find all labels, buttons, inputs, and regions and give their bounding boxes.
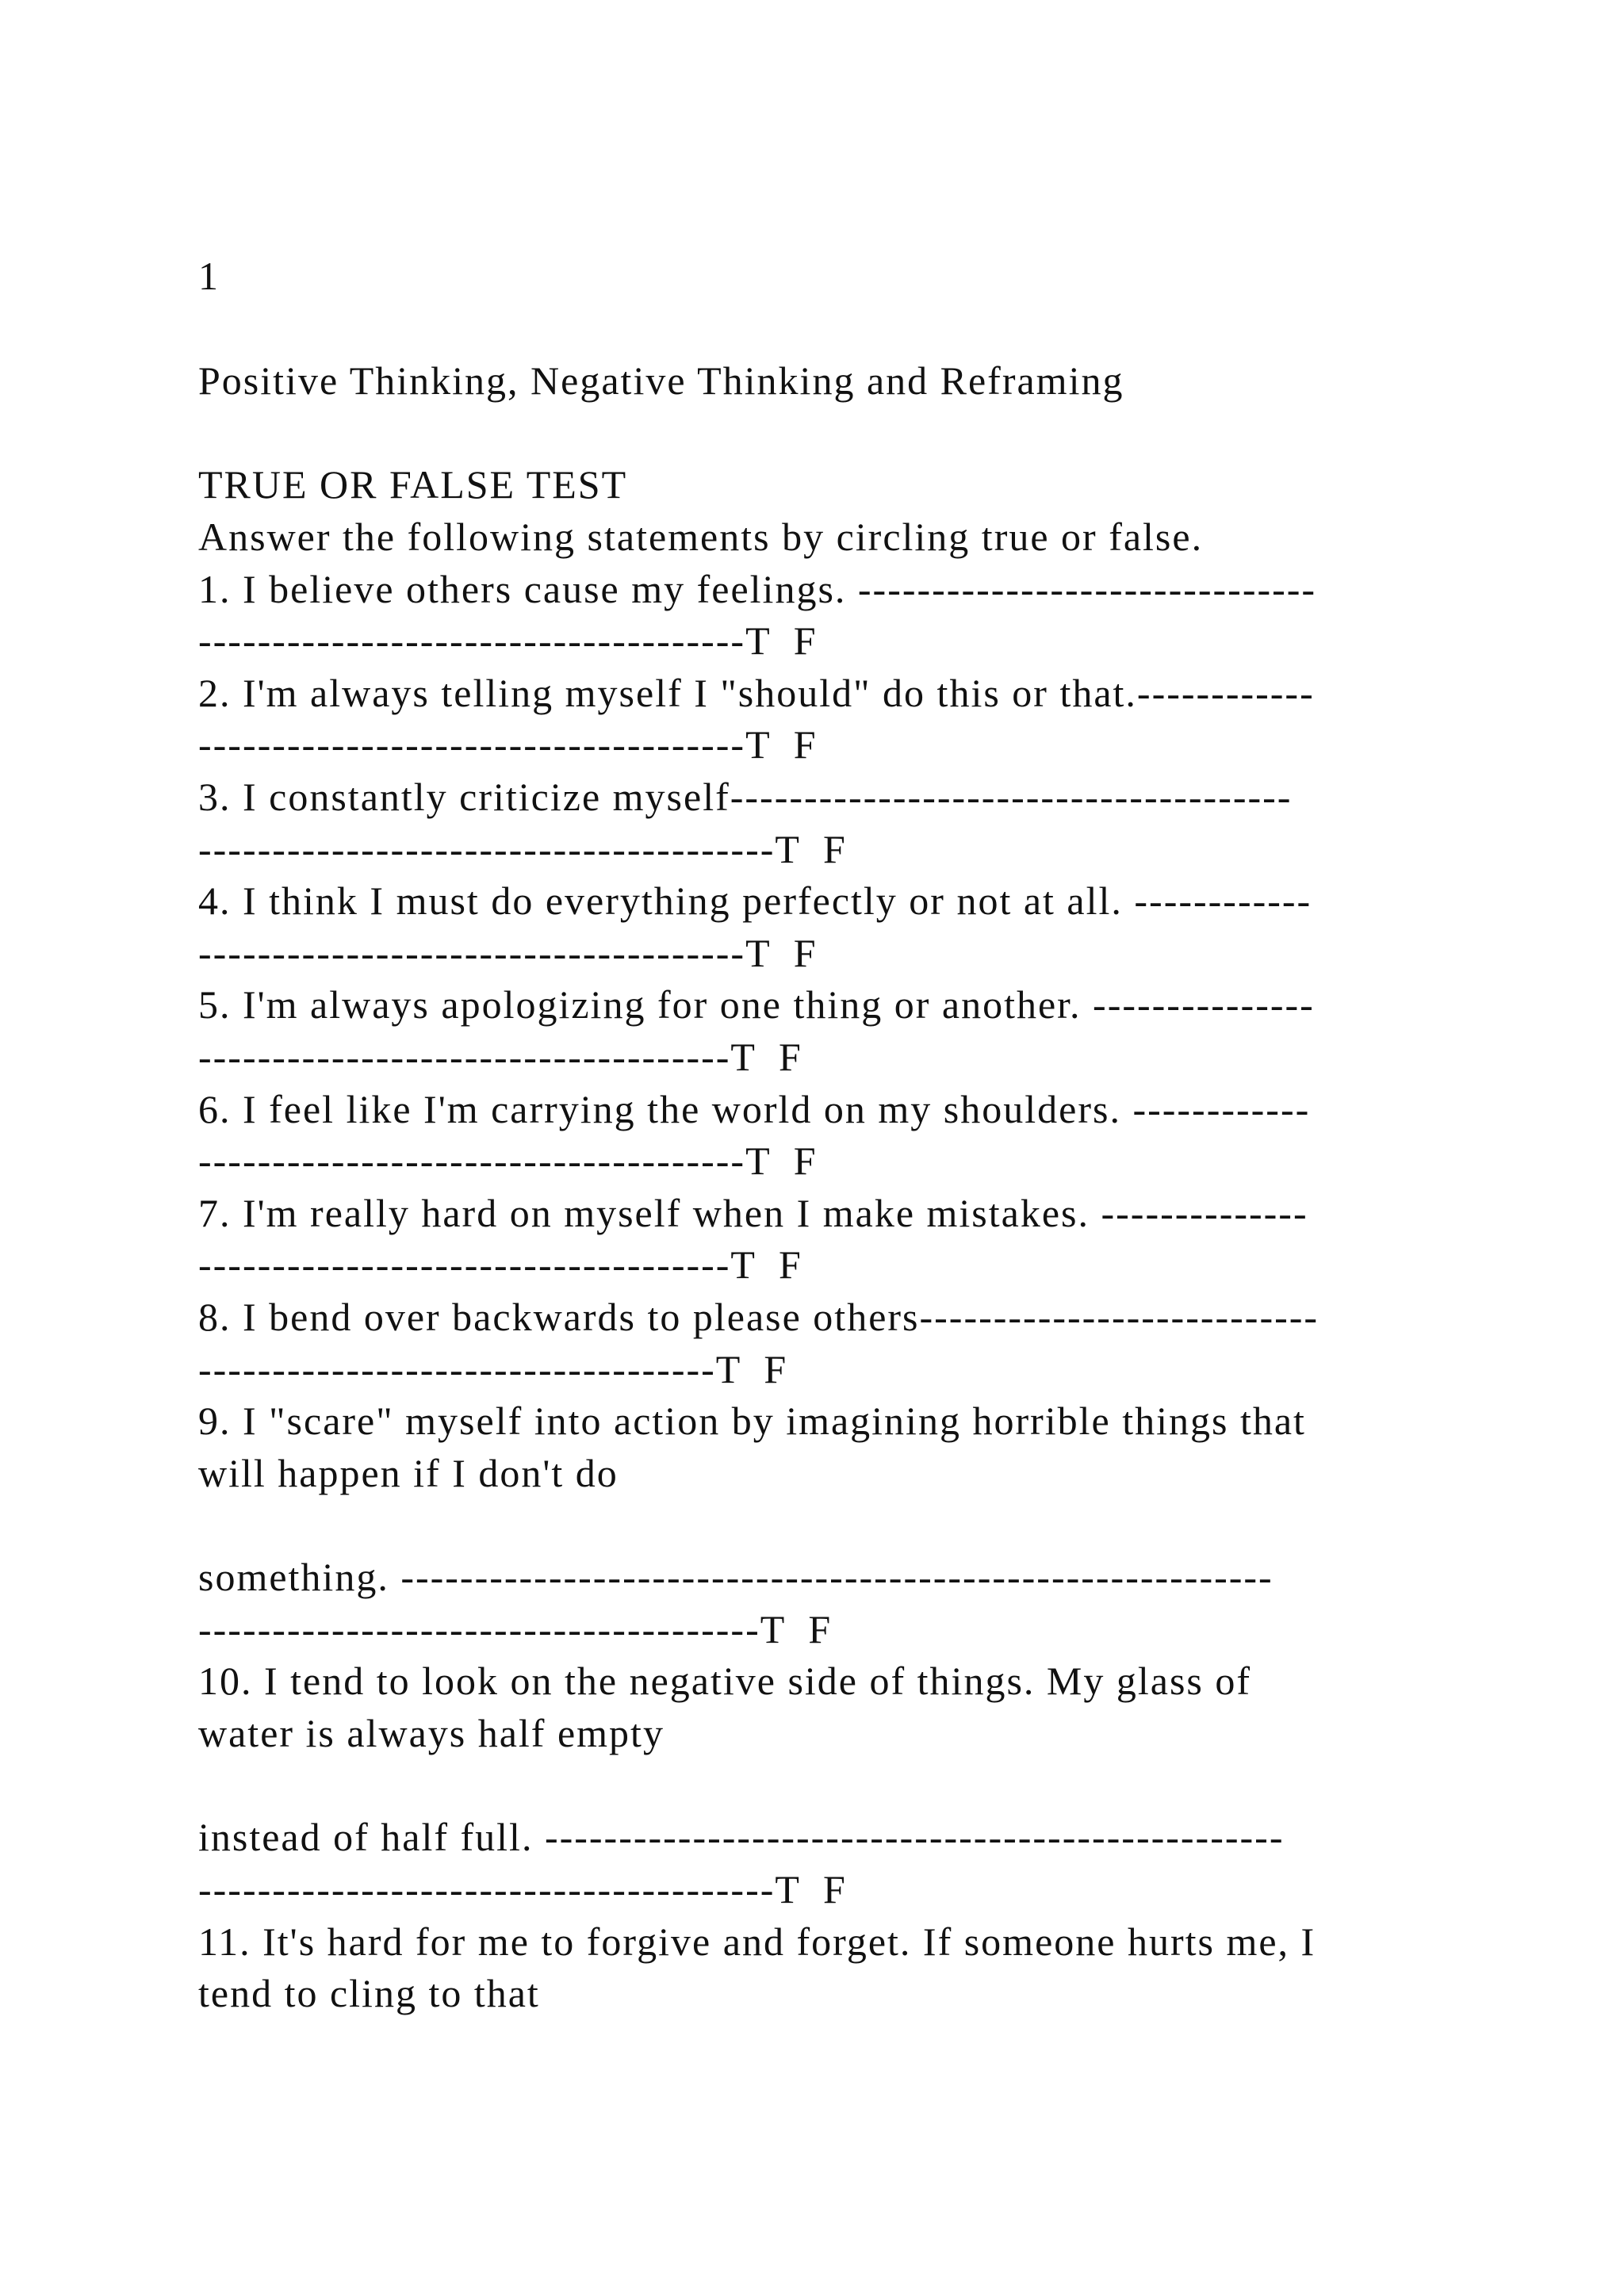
statement-3: 3. I constantly criticize myself--------------------------------------	[198, 775, 1293, 819]
statement-4: 4. I think I must do everything perfectly or not at all. ------------	[198, 878, 1312, 923]
statement-11: 11. It's hard for me to forgive and forget. If someone hurts me, I	[198, 1919, 1316, 1964]
statement-6-answer: -------------------------------------T F	[198, 1138, 818, 1183]
statement-2: 2. I'm always telling myself I "should" do this or that.------------	[198, 671, 1315, 715]
page-number: 1	[198, 254, 220, 298]
statement-1: 1. I believe others cause my feelings. -------------------------------	[198, 567, 1317, 611]
statement-3-answer: ---------------------------------------T F	[198, 827, 847, 871]
statement-7: 7. I'm really hard on myself when I make mistakes. --------------	[198, 1191, 1308, 1235]
statement-8: 8. I bend over backwards to please others---------------------------	[198, 1295, 1320, 1339]
statement-9: 9. I "scare" myself into action by imagining horrible things that	[198, 1399, 1306, 1443]
statement-5: 5. I'm always apologizing for one thing or another. ---------------	[198, 982, 1315, 1027]
statement-11-cont: tend to cling to that	[198, 1971, 540, 2015]
statement-6: 6. I feel like I'm carrying the world on my shoulders. ------------	[198, 1087, 1311, 1131]
statement-9-answer: --------------------------------------T F	[198, 1607, 833, 1651]
statement-9-end: something. -----------------------------------------------------------	[198, 1555, 1274, 1599]
statement-8-answer: -----------------------------------T F	[198, 1347, 788, 1391]
statement-10-end: instead of half full. --------------------------------------------------	[198, 1815, 1285, 1859]
document-title: Positive Thinking, Negative Thinking and Reframing	[198, 358, 1124, 403]
statement-2-answer: -------------------------------------T F	[198, 722, 818, 767]
statement-1-answer: -------------------------------------T F	[198, 618, 818, 663]
test-heading: TRUE OR FALSE TEST	[198, 462, 628, 507]
statement-4-answer: -------------------------------------T F	[198, 931, 818, 975]
statement-10-cont: water is always half empty	[198, 1711, 665, 1755]
statement-9-cont: will happen if I don't do	[198, 1451, 619, 1495]
statement-10: 10. I tend to look on the negative side of things. My glass of	[198, 1659, 1252, 1703]
statement-10-answer: ---------------------------------------T F	[198, 1867, 847, 1911]
statement-5-answer: ------------------------------------T F	[198, 1035, 802, 1079]
statement-7-answer: ------------------------------------T F	[198, 1242, 802, 1287]
instructions: Answer the following statements by circling true or false.	[198, 515, 1204, 559]
